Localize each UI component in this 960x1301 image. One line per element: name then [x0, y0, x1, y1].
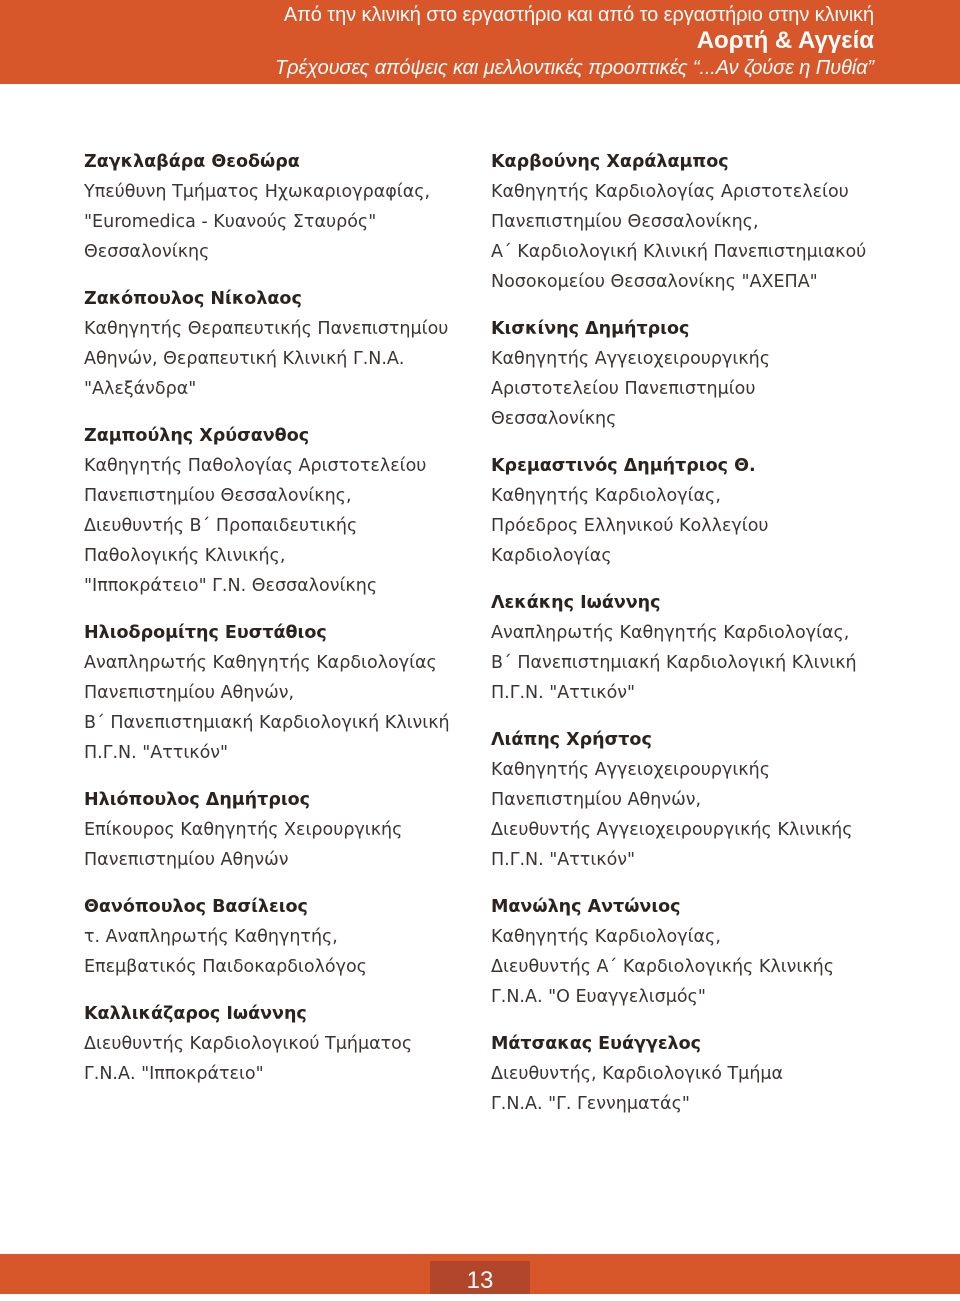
person-name: Λεκάκης Ιωάννης: [491, 593, 661, 613]
person-entry: [84, 147, 474, 267]
person-entry: [491, 588, 911, 708]
person-description: Καθηγητής Καρδιολογίας, Διευθυντής Α΄ Καρδιολογικής Κλινικής Γ.Ν.Α. "Ο Ευαγγελισμός": [491, 927, 834, 1007]
person-entry: [491, 147, 911, 297]
person-name: Ζαμπούλης Χρύσανθος: [84, 426, 310, 446]
person-description: Καθηγητής Παθολογίας Αριστοτελείου Πανεπιστημίου Θεσσαλονίκης, Διευθυντής Β΄ Προπαιδευτικής Παθολογικής Κλινικής, "Ιπποκράτειο" Γ.Ν. Θεσσαλονίκης: [84, 456, 427, 596]
person-name: Μάτσακας Ευάγγελος: [491, 1034, 702, 1054]
person-description: Επίκουρος Καθηγητής Χειρουργικής Πανεπιστημίου Αθηνών: [84, 820, 403, 870]
person-description: Υπεύθυνη Τμήματος Ηχωκαριογραφίας, "Euromedica - Κυανούς Σταυρός" Θεσσαλονίκης: [84, 182, 431, 262]
person-name: Ηλιόπουλος Δημήτριος: [84, 790, 311, 810]
person-entry: [491, 451, 911, 571]
person-entry: [491, 892, 911, 1012]
person-name: Ηλιοδρομίτης Ευστάθιος: [84, 623, 327, 643]
person-description: Καθηγητής Αγγειοχειρουργικής Αριστοτελείου Πανεπιστημίου Θεσσαλονίκης: [491, 349, 770, 429]
person-name: Ζαγκλαβάρα Θεοδώρα: [84, 152, 300, 172]
person-description: Αναπληρωτής Καθηγητής Καρδιολογίας, Β΄ Πανεπιστημιακή Καρδιολογική Κλινική Π.Γ.Ν. "Αττικόν": [491, 623, 857, 703]
person-name: Λιάπης Χρήστος: [491, 730, 652, 750]
person-entry: [84, 618, 474, 768]
person-description: τ. Αναπληρωτής Καθηγητής, Επεμβατικός Παιδοκαρδιολόγος: [84, 927, 367, 977]
person-description: Καθηγητής Καρδιολογίας, Πρόεδρος Ελληνικού Κολλεγίου Καρδιολογίας: [491, 486, 769, 566]
header-banner: [0, 0, 960, 84]
person-name: Ζακόπουλος Νίκολαος: [84, 289, 302, 309]
page-number: 13: [430, 1261, 530, 1294]
header-title: Αορτή & Αγγεία: [696, 27, 874, 54]
person-name: Καλλικάζαρος Ιωάννης: [84, 1004, 307, 1024]
person-entry: [84, 284, 474, 404]
person-entry: [84, 999, 474, 1089]
person-description: Αναπληρωτής Καθηγητής Καρδιολογίας Πανεπιστημίου Αθηνών, Β΄ Πανεπιστημιακή Καρδιολογική Κλινική Π.Γ.Ν. "Αττικόν": [84, 653, 450, 763]
person-name: Καρβούνης Χαράλαμπος: [491, 152, 729, 172]
left-column: [84, 147, 474, 1089]
person-entry: [84, 892, 474, 982]
person-name: Κισκίνης Δημήτριος: [491, 319, 690, 339]
person-entry: [491, 1029, 911, 1119]
header-subtitle: Από την κλινική στο εργαστήριο και από το εργαστήριο στην κλινική: [283, 4, 874, 26]
person-entry: [84, 785, 474, 875]
person-description: Διευθυντής Καρδιολογικού Τμήματος Γ.Ν.Α. "Ιπποκράτειο": [84, 1034, 413, 1084]
header-tagline: Τρέχουσες απόψεις και μελλοντικές προοπτικές “...Αν ζούσε η Πυθία”: [275, 57, 874, 79]
person-description: Καθηγητής Αγγειοχειρουργικής Πανεπιστημίου Αθηνών, Διευθυντής Αγγειοχειρουργικής Κλινικής Π.Γ.Ν. "Αττικόν": [491, 760, 853, 870]
person-name: Μανώλης Αντώνιος: [491, 897, 681, 917]
right-column: [491, 147, 911, 1119]
person-description: Καθηγητής Καρδιολογίας Αριστοτελείου Πανεπιστημίου Θεσσαλονίκης, Α΄ Καρδιολογική Κλινική Πανεπιστημιακού Νοσοκομείου Θεσσαλονίκης "ΑΧΕΠΑ": [491, 182, 867, 292]
person-entry: [491, 314, 911, 434]
person-entry: [491, 725, 911, 875]
person-description: Διευθυντής, Καρδιολογικό Τμήμα Γ.Ν.Α. "Γ. Γεννηματάς": [491, 1064, 784, 1114]
person-name: Κρεμαστινός Δημήτριος Θ.: [491, 456, 756, 476]
person-entry: [84, 421, 474, 601]
person-name: Θανόπουλος Βασίλειος: [84, 897, 308, 917]
person-description: Καθηγητής Θεραπευτικής Πανεπιστημίου Αθηνών, Θεραπευτική Κλινική Γ.Ν.Α. "Αλεξάνδρα": [84, 319, 449, 399]
